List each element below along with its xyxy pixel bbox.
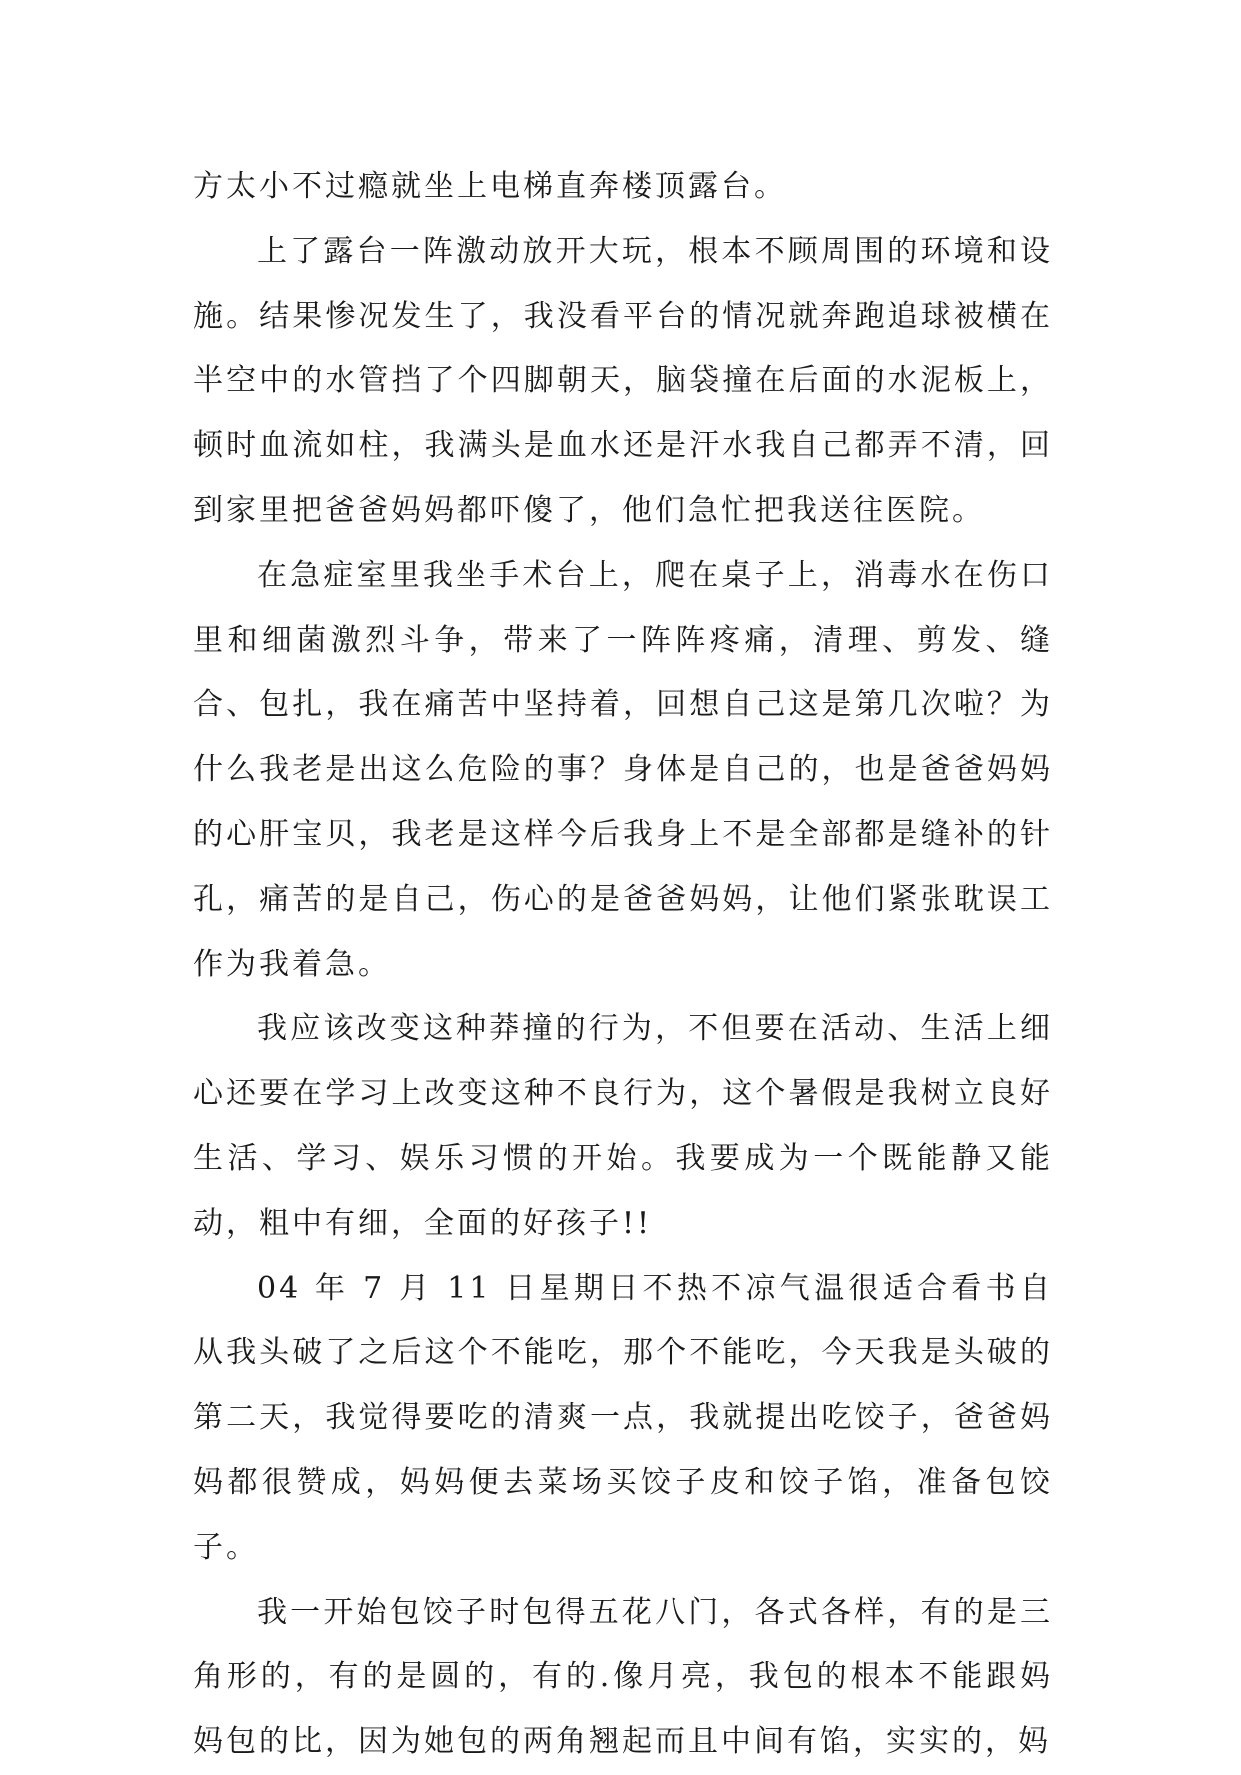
paragraph-1: 方太小不过瘾就坐上电梯直奔楼顶露台。: [193, 169, 787, 204]
paragraph-3: 在急症室里我坐手术台上，爬在桌子上，消毒水在伤口里和细菌激烈斗争，带来了一阵阵疼痛，清理、剪发、缝合、包扎，我在痛苦中坚持着，回想自己这是第几次啦？为什么我老是出这么危险的事？身体是自己的，也是爸爸妈妈的心肝宝贝，我老是这样今后我身上不是全部都是缝补的针孔，痛苦的是自己，伤心的是爸爸妈妈，让他们紧张耽误工作为我着急。: [193, 557, 1053, 982]
document-body: [193, 155, 1053, 1775]
paragraph-4: 我应该改变这种莽撞的行为，不但要在活动、生活上细心还要在学习上改变这种不良行为，这个暑假是我树立良好生活、学习、娱乐习惯的开始。我要成为一个既能静又能动，粗中有细，全面的好孩子!!: [193, 1011, 1053, 1241]
paragraph-5: 04 年 7 月 11 日星期日不热不凉气温很适合看书自从我头破了之后这个不能吃，那个不能吃，今天我是头破的第二天，我觉得要吃的清爽一点，我就提出吃饺子，爸爸妈妈都很赞成，妈妈便去菜场买饺子皮和饺子馅，准备包饺子。: [193, 1270, 1053, 1565]
paragraph-6: 我一开始包饺子时包得五花八门，各式各样，有的是三角形的，有的是圆的，有的.像月亮，我包的根本不能跟妈妈包的比，因为她包的两角翘起而且中间有馅，实实的，妈: [193, 1594, 1053, 1760]
paragraph-2: 上了露台一阵激动放开大玩，根本不顾周围的环境和设施。结果惨况发生了，我没看平台的情况就奔跑追球被横在半空中的水管挡了个四脚朝天，脑袋撞在后面的水泥板上，顿时血流如柱，我满头是血水还是汗水我自己都弄不清，回到家里把爸爸妈妈都吓傻了，他们急忙把我送往医院。: [193, 233, 1053, 528]
